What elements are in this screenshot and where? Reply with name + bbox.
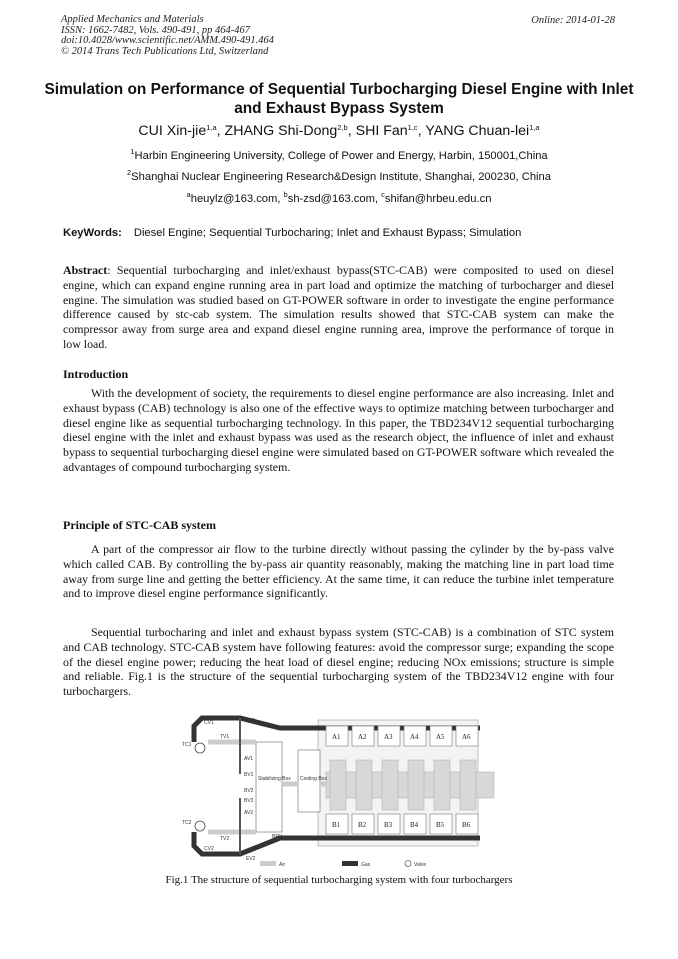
cylinder-label: A6 xyxy=(462,733,471,741)
av1-label: AV1 xyxy=(244,756,254,762)
author: SHI Fan xyxy=(355,123,408,139)
ev2-label: EV2 xyxy=(246,856,256,862)
cylinder-label: A2 xyxy=(358,733,367,741)
affiliation-text: Shanghai Nuclear Engineering Research&Design Institute, Shanghai, 200230, China xyxy=(131,171,551,183)
author-sup: 1,a xyxy=(529,123,540,132)
legend-air-swatch xyxy=(260,861,276,866)
turbocharging-structure-diagram xyxy=(180,714,500,869)
cylinder-label: B2 xyxy=(358,821,367,829)
cooling-box-label: Cooling Box xyxy=(300,776,327,782)
author-sup: 1,a xyxy=(206,123,217,132)
journal-name: Applied Mechanics and Materials xyxy=(61,14,204,25)
cylinder-label: A5 xyxy=(436,733,445,741)
stabilizing-box xyxy=(256,742,282,832)
cylinder-label: A4 xyxy=(410,733,419,741)
email-sup: b xyxy=(283,190,288,199)
introduction-paragraph: With the development of society, the requirements to diesel engine performance are also increasing. Inlet and exhaust bypass (CAB) technology is also one of the effective ways to optimize matching between turbocharger and diesel engine like as sequential turbocharging technology. In this paper, the TBD234V12 sequential turbocharging diesel engine with the inlet and exhaust bypass was used as the research object, the influence of inlet and exhaust bypass to sequential turbocharging diesel engine were simulated based on GT-POWER software which revealed the advantages of compound turbocharging system. xyxy=(63,386,614,474)
abstract-text: : Sequential turbocharging and inlet/exhaust bypass(STC-CAB) were composited to used on diesel engine, which can expand engine running area in part load and optimize the matching of turbocharger and diesel engine. The simulation was studied based on GT-POWER software in order to investigate the engine performance difference caused by stc-cab system. The simulation results showed that STC-CAB system can make the compressor away from surge area and expand diesel engine running area, improve the performance of torque in low load. xyxy=(63,263,614,351)
principle-paragraph-1: A part of the compressor air flow to the turbine directly without passing the cylinder by the by-pass valve which called CAB. By controlling the by-pass air quantity reasonably, making the matching line in part load time away from surge line and getting the better efficiency. At the same time, it can reduce the turbine inlet temperature and to improve diesel engine performance significantly. xyxy=(63,542,614,601)
legend-valve: Valve xyxy=(414,862,427,868)
tc1-label: TC1 xyxy=(182,742,192,748)
email-sup: a xyxy=(186,190,191,199)
affiliation-sup: 2 xyxy=(127,168,132,177)
tc2-label: TC2 xyxy=(182,820,192,826)
cylinder-label: A1 xyxy=(332,733,341,741)
cv2-label: CV2 xyxy=(204,846,214,852)
principle-paragraph-2: Sequential turbocharing and inlet and exhaust bypass system (STC-CAB) is a combination of STC system and CAB technology. STC-CAB system have following features: avoid the compressor surge; expanding the scope of the diesel engine power; reducing the heat load of diesel engine; reducing NOx emissions; structure is simple and reliable. Fig.1 is the structure of the sequential turbocharging system of the TBD234V12 engine with four turbochargers. xyxy=(63,625,614,699)
affiliation-1 xyxy=(30,147,648,162)
author: YANG Chuan-lei xyxy=(425,123,530,139)
cv1-label: CV1 xyxy=(204,720,214,726)
figure-caption: Fig.1 The structure of sequential turbocharging system with four turbochargers xyxy=(165,874,513,886)
doi: doi:10.4028/www.scientific.net/AMM.490-491.464 xyxy=(61,35,274,47)
abstract-label: Abstract xyxy=(63,263,108,277)
journal-header xyxy=(61,15,274,57)
legend-gas: Gas xyxy=(361,862,371,868)
abstract xyxy=(63,263,614,352)
email[interactable]: heuylz@163.com, xyxy=(190,193,281,205)
legend-air: Air xyxy=(279,862,286,868)
author-list: CUI Xin-jie$^{1,a}$, ZHANG Shi-Dong$^{2,b}$, SHI Fan$^{1,c}$, YANG Chuan-lei$^{1,a}$ xyxy=(138,123,540,139)
affiliation-sup: 1 xyxy=(130,147,135,156)
av2-label: AV2 xyxy=(244,810,254,816)
author: CUI Xin-jie xyxy=(138,123,207,139)
bv1-label: BV1 xyxy=(244,772,254,778)
cylinder-label: B3 xyxy=(384,821,393,829)
section-heading-principle: Principle of STC-CAB system xyxy=(63,518,216,532)
email-line xyxy=(30,190,648,205)
ev1-label: EV1 xyxy=(246,718,256,724)
turbocharger-1 xyxy=(195,743,205,753)
legend-valve-swatch xyxy=(405,861,411,867)
author: ZHANG Shi-Dong xyxy=(224,123,338,139)
legend-gas-swatch xyxy=(342,861,358,866)
affiliation-2 xyxy=(30,168,648,183)
issn: ISSN: 1662-7482, Vols. 490-491, pp 464-467 xyxy=(61,24,250,36)
affiliation-text: Harbin Engineering University, College of Power and Energy, Harbin, 150001,China xyxy=(134,150,548,162)
turbocharger-2 xyxy=(195,821,205,831)
copyright: © 2014 Trans Tech Publications Ltd, Switzerland xyxy=(61,45,269,57)
bpv-label: BPV xyxy=(272,834,283,840)
author-sup: 2,b xyxy=(337,123,348,132)
bv2-label: BV2 xyxy=(244,788,254,794)
cylinder-label: B4 xyxy=(410,821,419,829)
tv1-label: TV1 xyxy=(220,734,230,740)
keywords xyxy=(63,227,521,239)
tv2-label: TV2 xyxy=(220,836,230,842)
cylinder-label: B1 xyxy=(332,821,341,829)
email[interactable]: shifan@hrbeu.edu.cn xyxy=(384,193,492,205)
email[interactable]: sh-zsd@163.com, xyxy=(287,193,379,205)
author-sup: 1,c xyxy=(407,123,418,132)
paper-title: Simulation on Performance of Sequential Turbocharging Diesel Engine with Inlet and Exhaust Bypass System xyxy=(44,81,634,117)
keywords-label: KeyWords: xyxy=(63,227,122,239)
cylinder-label: B5 xyxy=(436,821,445,829)
stabilizing-box-label: Stabilizing Box xyxy=(258,776,291,782)
keywords-text: Diesel Engine; Sequential Turbocharing; Inlet and Exhaust Bypass; Simulation xyxy=(133,227,522,239)
bv3-label: BV3 xyxy=(244,798,254,804)
email-sup: c xyxy=(381,190,385,199)
cylinder-label: A3 xyxy=(384,733,393,741)
online-date: Online: 2014-01-28 xyxy=(531,15,615,26)
cylinder-label: B6 xyxy=(462,821,471,829)
section-heading-introduction: Introduction xyxy=(63,367,129,381)
